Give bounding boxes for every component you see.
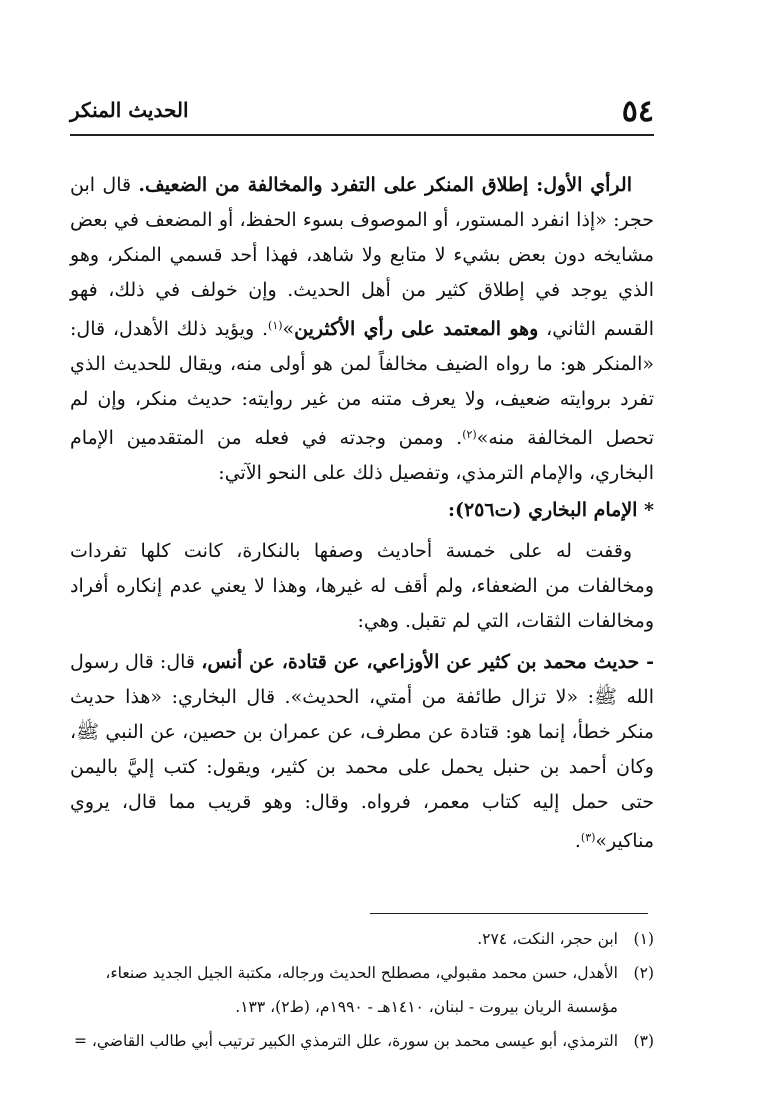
emphasized-text: وهو المعتمد على رأي الأكثرين [294,318,539,340]
footnote-text: الترمذي، أبو عيسى محمد بن سورة، علل الترمذي الكبير ترتيب أبي طالب القاضي، = [73,1032,618,1050]
footnote-ref-3[interactable]: (٣) [580,831,596,844]
paragraph-text: . ويؤيد ذلك الأهدل، قال: «المنكر هو: ما رواه الضيف مخالفاً لمن هو أولى منه، ويقال للحديث الذي تفرد بروايته ضعيف، ولا يعرف متنه من غير روايته: حديث منكر، وإن لم تحصل المخالفة منه» [70,318,654,449]
main-text [70,168,654,859]
paragraph-hadith-1 [70,645,654,859]
footnote-text: الأهدل، حسن محمد مقبولي، مصطلح الحديث ورجاله، مكتبة الجيل الجديد صنعاء، مؤسسة الريان بيروت - لبنان، ١٤١٠هـ - ١٩٩٠م، (ط٢)، ١٣٣. [105,964,618,1016]
hadith-chain: - حديث محمد بن كثير عن الأوزاعي، عن قتادة، عن أنس، [201,651,654,673]
paragraph-bukhari-intro: وقفت له على خمسة أحاديث وصفها بالنكارة، كانت كلها تفردات ومخالفات من الضعفاء، ولم أقف له غيرها، وهذا لا يعني عدم إنكاره أفراد ومخالفات الثقات، التي لم تقبل. وهي: [70,540,654,632]
page-header [70,92,654,136]
footnote-divider [370,913,648,914]
footnote-3 [70,1024,654,1058]
footnote-1 [70,922,654,956]
footnotes [70,922,654,1058]
opinion-heading: الرأي الأول: إطلاق المنكر على التفرد والمخالفة من الضعيف. [138,174,632,196]
footnote-number: (١) [633,930,654,948]
page-number: ٥٤ [621,94,654,129]
paragraph-text: قال: قال رسول الله ﷺ: «لا تزال طائفة من أمتي، الحديث». قال البخاري: «هذا حديث منكر خطأ، إنما هو: قتادة عن مطرف، عن عمران بن حصين، عن النبي ﷺ، وكان أحمد بن حنبل يحمل على محمد بن كثير، ويقول: كتب إليَّ باليمن حتى حمل إليه كتاب معمر، فرواه. وقال: وهو قريب مما قال، يروي مناكير» [70,651,654,852]
section-heading-bukhari: * الإمام البخاري (ت٢٥٦): [447,499,654,521]
paragraph-first-opinion [70,168,654,491]
footnote-ref-2[interactable]: (٢) [462,428,477,441]
footnote-number: (٣) [633,1032,654,1050]
quote-close: » [282,318,295,340]
paragraph-text: . [574,830,581,852]
running-title: الحديث المنكر [70,98,189,122]
footnote-text: ابن حجر، النكت، ٢٧٤. [477,930,618,948]
footnote-number: (٢) [633,964,654,982]
paragraph-text: . وممن وجدته في فعله من المتقدمين الإمام البخاري، والإمام الترمذي، وتفصيل ذلك على النحو الآتي: [70,427,654,484]
paragraph-text: قال ابن حجر: «إذا انفرد المستور، أو الموصوف بسوء الحفظ، أو المضعف في بعض مشايخه دون بعض بشيء لا متابع ولا شاهد، فهذا أحد قسمي المنكر، وهو الذي يوجد في إطلاق كثير من أهل الحديث. وإن خولف في ذلك، فهو القسم الثاني، [70,174,655,340]
footnote-2 [70,956,654,1024]
footnote-ref-1[interactable]: (١) [268,319,283,332]
